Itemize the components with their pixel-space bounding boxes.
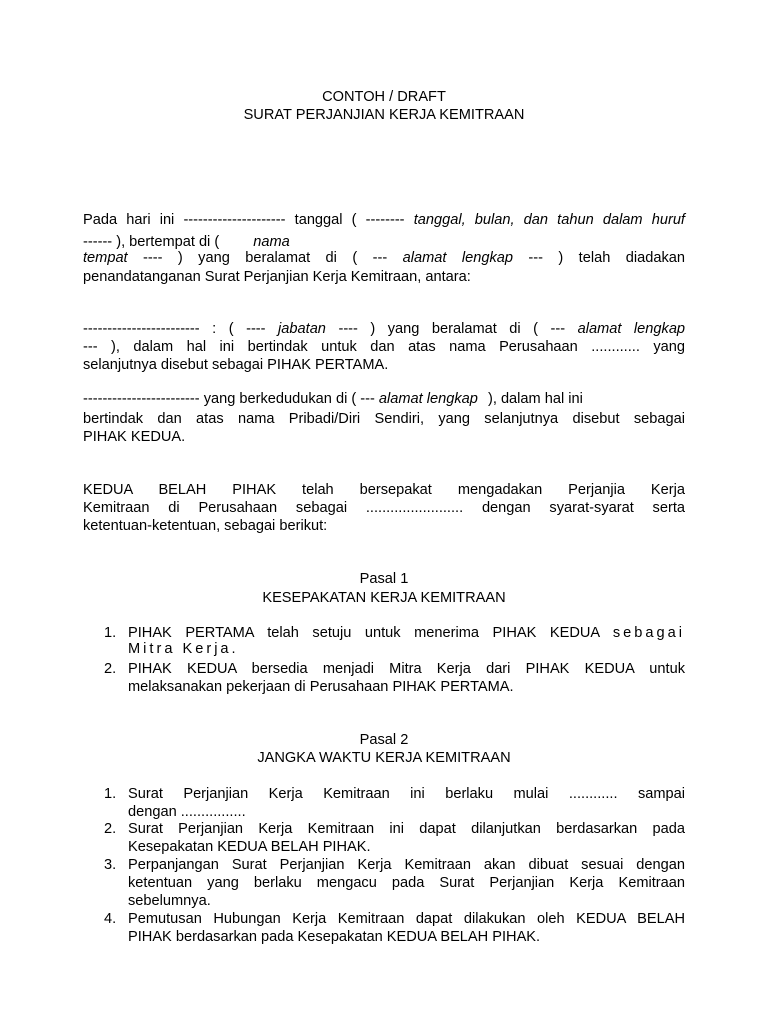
list-number: 2. (104, 661, 117, 677)
list-item-line: Surat Perjanjian Kerja Kemitraan ini berlaku mulai ............ sampai (128, 786, 685, 802)
place-placeholder: nama (253, 234, 290, 250)
list-number: 1. (104, 786, 117, 802)
list-item-line: PIHAK berdasarkan pada Kesepakatan KEDUA BELAH PIHAK. (128, 929, 541, 945)
pihak-pertama-line-3: selanjutnya disebut sebagai PIHAK PERTAMA. (83, 357, 389, 373)
pihak-kedua-line-2: bertindak dan atas nama Pribadi/Diri Sendiri, yang selanjutnya disebut sebagai (83, 411, 685, 427)
kesepakatan-line-2: Kemitraan di Perusahaan sebagai ........................ dengan syarat-syarat serta (83, 500, 685, 516)
list-item-line: Surat Perjanjian Kerja Kemitraan ini dapat dilanjutkan berdasarkan pada (128, 821, 685, 837)
list-item-line: PIHAK KEDUA bersedia menjadi Mitra Kerja dari PIHAK KEDUA untuk (128, 661, 685, 677)
list-item-line: melaksanakan pekerjaan di Perusahaan PIHAK PERTAMA. (128, 679, 514, 695)
list-number: 3. (104, 857, 117, 873)
list-item-line: Pemutusan Hubungan Kerja Kemitraan dapat dilakukan oleh KEDUA BELAH (128, 911, 685, 927)
list-item-line: ketentuan yang berlaku mengacu pada Surat Perjanjian Kerja Kemitraan (128, 875, 685, 891)
document-title-line2: SURAT PERJANJIAN KERJA KEMITRAAN (243, 107, 525, 123)
opening-text: --- ) telah diadakan (528, 250, 685, 266)
date-placeholder: tanggal, bulan, dan tahun dalam huruf (413, 212, 685, 228)
pihak-kedua-text: ), dalam hal ini (487, 391, 583, 407)
pasal-2-number: Pasal 2 (359, 732, 409, 748)
pihak-pertama-text: ( ---- (228, 321, 266, 337)
list-item-line: Mitra Kerja. (128, 641, 239, 657)
opening-line-1 (83, 211, 685, 229)
pasal-1-number: Pasal 1 (359, 571, 409, 587)
pihak-pertama-line-2: --- ), dalam hal ini bertindak untuk dan atas nama Perusahaan ............ yang (83, 339, 685, 355)
list-item-line: Perpanjangan Surat Perjanjian Kerja Kemitraan akan dibuat sesuai dengan (128, 857, 685, 873)
opening-text: Pada hari ini --------------------- tanggal ( -------- (83, 212, 405, 228)
pasal-1-heading: KESEPAKATAN KERJA KEMITRAAN (262, 590, 506, 606)
pihak-kedua-text: ------------------------ yang berkedudukan di ( --- (83, 391, 375, 407)
opening-text: ---- ) yang beralamat di ( --- (143, 250, 388, 266)
opening-line-3 (83, 249, 685, 267)
pihak-kedua-line-1 (83, 390, 583, 408)
list-item-line: sebelumnya. (128, 893, 211, 909)
pihak-pertama-text: ---- ) yang beralamat di ( --- (338, 321, 566, 337)
list-item-line: Kesepakatan KEDUA BELAH PIHAK. (128, 839, 371, 855)
position-placeholder: jabatan (278, 321, 326, 337)
pihak-kedua-line-3: PIHAK KEDUA. (83, 429, 186, 445)
list-item-line: PIHAK PERTAMA telah setuju untuk menerima PIHAK KEDUA sebagai (128, 625, 685, 641)
address-placeholder: alamat lengkap (402, 250, 513, 266)
name-placeholder: ------------------------ : (83, 321, 217, 337)
list-number: 2. (104, 821, 117, 837)
document-title-line1: CONTOH / DRAFT (322, 89, 446, 105)
kesepakatan-line-1: KEDUA BELAH PIHAK telah bersepakat mengadakan Perjanjia Kerja (83, 482, 685, 498)
list-number: 4. (104, 911, 117, 927)
list-item-line: dengan ................ (128, 804, 246, 820)
address-placeholder: alamat lengkap (577, 321, 686, 337)
place-placeholder: tempat (83, 250, 128, 266)
kesepakatan-line-3: ketentuan-ketentuan, sebagai berikut: (83, 518, 328, 534)
pasal-2-heading: JANGKA WAKTU KERJA KEMITRAAN (257, 750, 511, 766)
opening-line-4: penandatanganan Surat Perjanjian Kerja Kemitraan, antara: (83, 269, 471, 285)
address-placeholder: alamat lengkap (378, 391, 478, 407)
opening-text: ------ ), bertempat di ( (83, 234, 220, 250)
list-number: 1. (104, 625, 117, 641)
pihak-pertama-line-1 (83, 320, 685, 338)
